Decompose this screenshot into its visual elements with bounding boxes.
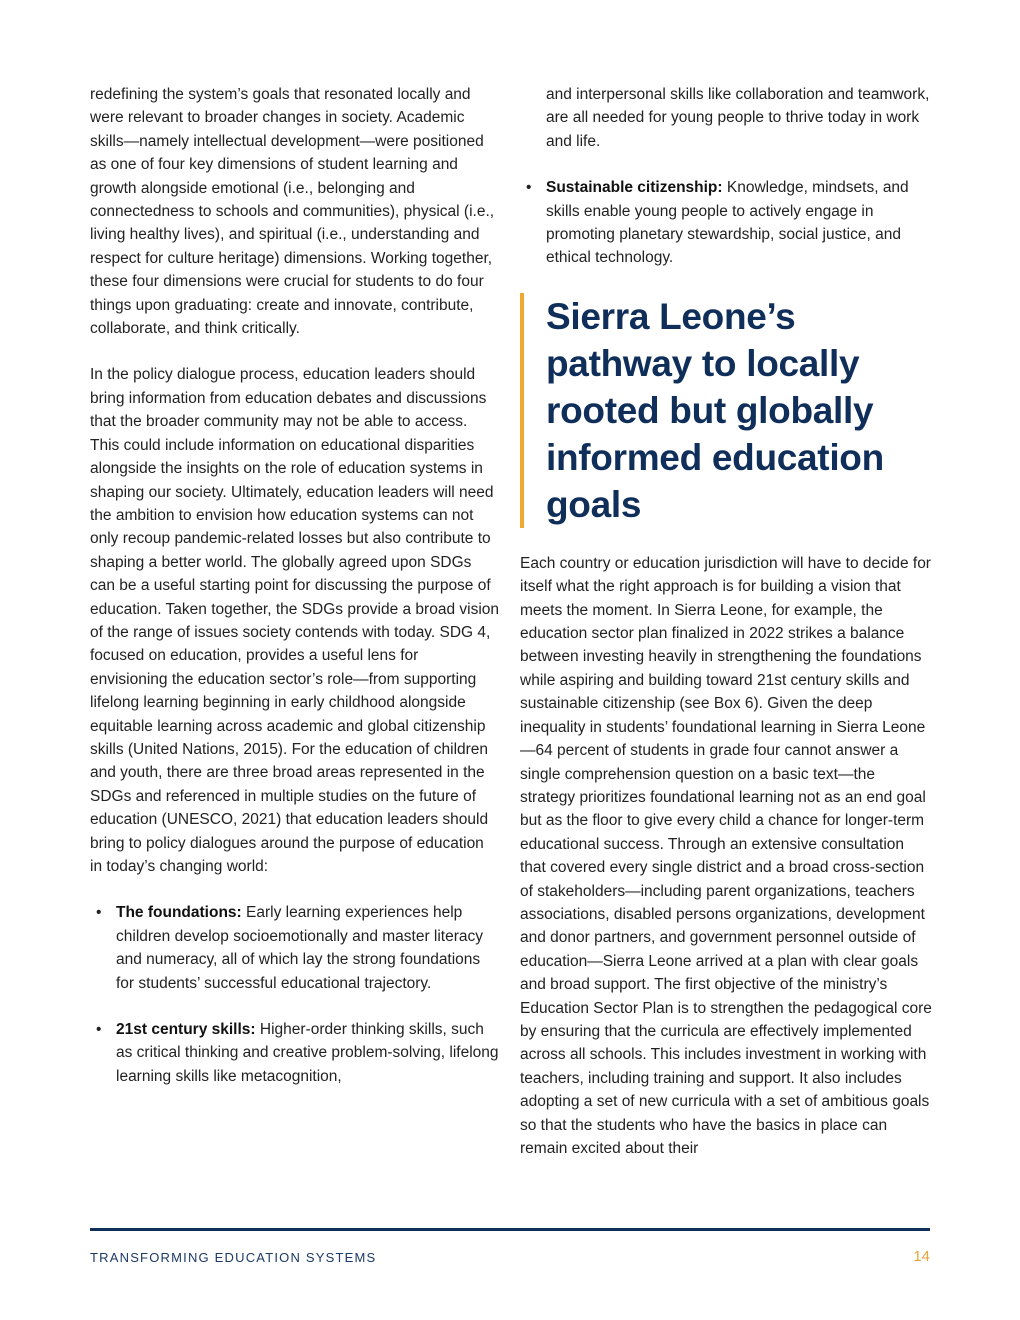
bullet-text: Higher-order thinking skills, such as critical thinking and creative problem-solving, lifelong learning skills like metacognition,: [116, 1021, 499, 1085]
body-paragraph: In the policy dialogue process, education leaders should bring information from education debates and discussions that the broader community may not be able to access. This could include information on educational disparities alongside the insights on the role of education systems in shaping our society. Ultimately, education leaders will need the ambition to envision how education systems can not only recoup pandemic-related losses but also contribute to shaping a better world. The globally agreed upon SDGs can be a useful starting point for discussing the purpose of education. Taken together, the SDGs provide a broad vision of the range of issues society contends with today. SDG 4, focused on education, provides a useful lens for envisioning the education sector’s role—from supporting lifelong learning beginning in early childhood alongside equitable learning across academic and global citizenship skills (United Nations, 2015). For the education of children and youth, there are three broad areas represented in the SDGs and referenced in multiple studies on the future of education (UNESCO, 2021) that education leaders should bring to policy dialogues around the purpose of education in today’s changing world:: [90, 366, 500, 875]
right-column: [520, 83, 932, 1183]
left-column: [90, 83, 500, 1111]
section-heading-callout: [520, 293, 932, 528]
bullet-list: [90, 901, 500, 1088]
section-heading: Sierra Leone’s pathway to locally rooted but globally informed education goals: [546, 295, 884, 525]
page-number: 14: [913, 1248, 930, 1265]
bullet-item-21st-century-skills: [90, 1018, 500, 1088]
body-paragraph: Each country or education jurisdiction will have to decide for itself what the right approach is for building a vision that meets the moment. In Sierra Leone, for example, the education sector plan finalized in 2022 strikes a balance between investing heavily in strengthening the foundations while aspiring and building toward 21st century skills and sustainable citizenship (see Box 6). Given the deep inequality in students’ foundational learning in Sierra Leone—64 percent of students in grade four cannot answer a single comprehension question on a basic text—the strategy prioritizes foundational learning not as an end goal but as the floor to give every child a chance for longer-term educational success. Through an extensive consultation that covered every single district and a broad cross-section of stakeholders—including parent organizations, teachers associations, disabled persons organizations, development and donor partners, and government personnel outside of education—Sierra Leone arrived at a plan with clear goals and broad support. The first objective of the ministry’s Education Sector Plan is to strengthen the pedagogical core by ensuring that the curricula are effectively implemented across all schools. This includes investment in working with teachers, including training and support. It also includes adopting a set of new curricula with a set of ambitious goals so that the students who have the basics in place can remain excited about their: [520, 554, 932, 1157]
bullet-text: Early learning experiences help children develop socioemotionally and master literacy and numeracy, all of which lay the strong foundations for students’ successful educational trajectory.: [116, 904, 484, 992]
bullet-term: Sustainable citizenship:: [546, 179, 723, 197]
bullet-item-foundations: [90, 901, 500, 995]
footer-divider: [90, 1228, 930, 1231]
footer-title: TRANSFORMING EDUCATION SYSTEMS: [90, 1250, 377, 1265]
body-paragraph: redefining the system’s goals that resonated locally and were relevant to broader changes in society. Academic skills—namely intellectual development—were positioned as one of four key dimensions of student learning and growth alongside emotional (i.e., belonging and connectedness to schools and communities), physical (i.e., living healthy lives), and spiritual (i.e., understanding and respect for culture heritage) dimensions. Working together, these four dimensions were crucial for students to do four things upon graduating: create and innovate, contribute, collaborate, and think critically.: [90, 86, 495, 338]
bullet-continuation: and interpersonal skills like collaboration and teamwork, are all needed for young people to thrive today in work and life.: [546, 86, 930, 150]
bullet-text: Knowledge, mindsets, and skills enable young people to actively engage in promoting planetary stewardship, social justice, and ethical technology.: [546, 179, 909, 267]
bullet-list: [520, 176, 932, 270]
bullet-item-sustainable-citizenship: [520, 176, 932, 270]
bullet-term: 21st century skills:: [116, 1021, 256, 1039]
bullet-term: The foundations:: [116, 904, 242, 922]
